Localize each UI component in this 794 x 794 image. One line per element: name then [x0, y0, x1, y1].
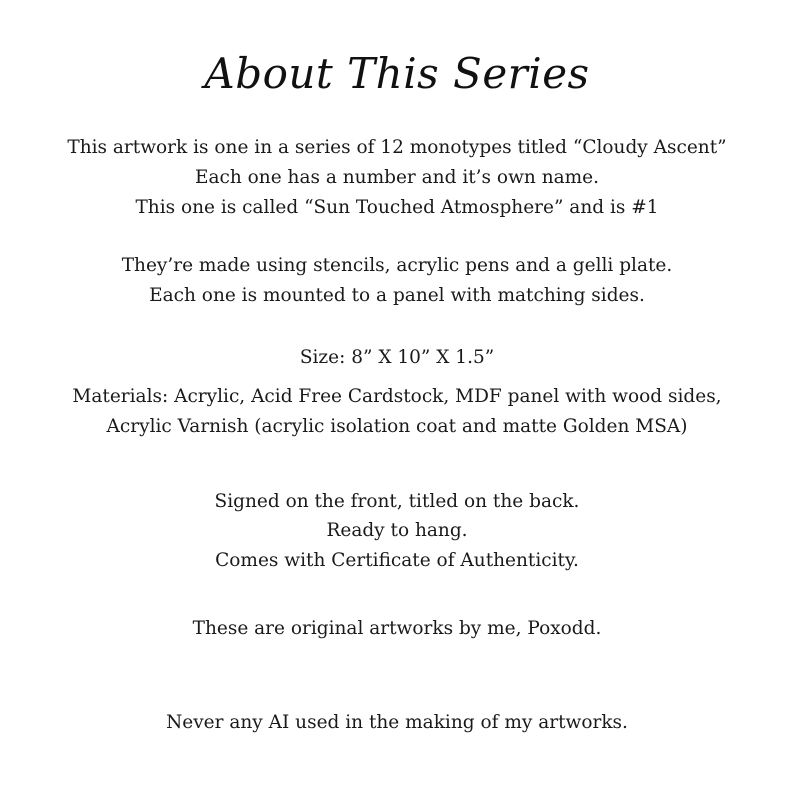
- details-line-1: Signed on the front, titled on the back.: [214, 491, 580, 512]
- details-line-3: Comes with Certificate of Authenticity.: [215, 550, 579, 571]
- details-line-2: Ready to hang.: [326, 520, 468, 541]
- intro-line-2: Each one has a number and it’s own name.: [194, 167, 600, 188]
- ai-statement-line: Never any AI used in the making of my artworks.: [166, 712, 628, 733]
- originality-line: These are original artworks by me, Poxodd.: [192, 618, 602, 639]
- method-line-2: Each one is mounted to a panel with matching sides.: [149, 285, 645, 306]
- materials-line-1: Materials: Acrylic, Acid Free Cardstock, MDF panel with wood sides,: [72, 386, 722, 407]
- method-line-1: They’re made using stencils, acrylic pens and a gelli plate.: [121, 255, 673, 276]
- intro-line-1: This artwork is one in a series of 12 monotypes titled “Cloudy Ascent”: [67, 137, 727, 158]
- size-line: Size: 8” X 10” X 1.5”: [299, 347, 495, 368]
- page-title: About This Series: [204, 49, 590, 98]
- materials-line-2: Acrylic Varnish (acrylic isolation coat and matte Golden MSA): [106, 416, 688, 437]
- intro-line-3: This one is called “Sun Touched Atmosphere” and is #1: [135, 197, 659, 218]
